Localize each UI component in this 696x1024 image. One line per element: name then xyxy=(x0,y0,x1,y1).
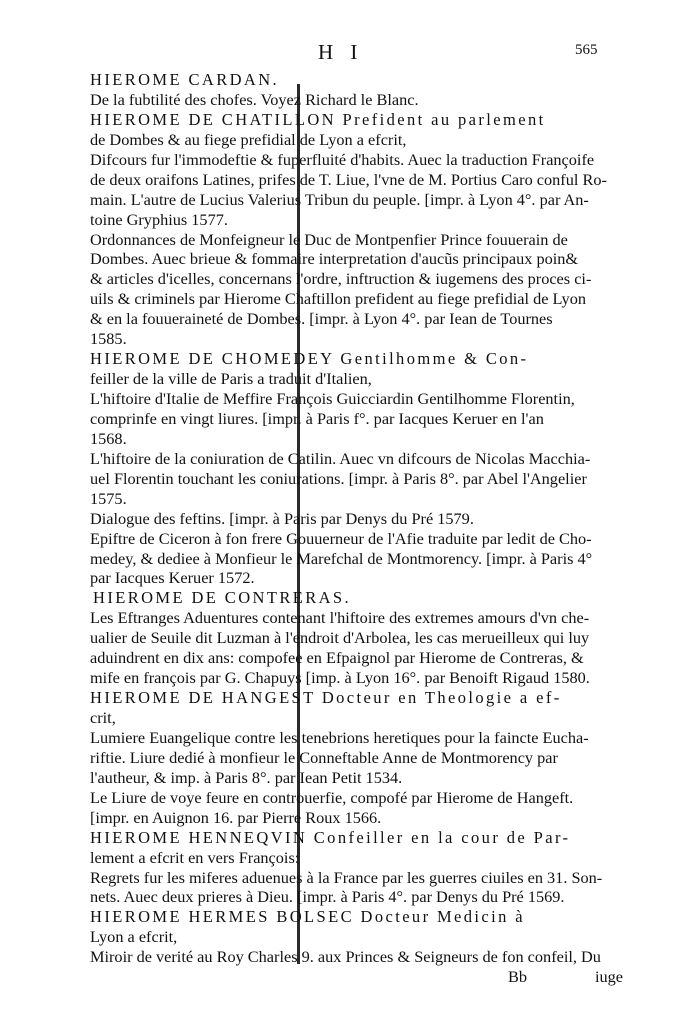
text-line: [impr. en Auignon 16. par Pierre Roux 1566. xyxy=(90,807,382,827)
text-line: & articles d'icelles, concernans l'ordre, inftruction & iugemens des proces ci- xyxy=(90,269,592,289)
text-line: Epiftre de Ciceron à fon frere Gouuerneur de l'Afie traduite par ledit de Cho- xyxy=(90,528,592,548)
text-line: 1585. xyxy=(90,329,127,349)
page-header xyxy=(0,40,696,70)
catchword: iuge xyxy=(595,967,624,987)
text-line: Dialogue des feftins. [impr. à Paris par Denys du Pré 1579. xyxy=(90,508,474,528)
text-line: uel Florentin touchant les coniurations. [impr. à Paris 8°. par Abel l'Angelier xyxy=(90,468,587,488)
text-line: De la fubtilité des chofes. Voyez Richard le Blanc. xyxy=(90,89,419,109)
entry-heading: HIEROME DE CONTRERAS. xyxy=(93,588,352,608)
text-line: & en la fouueraineté de Dombes. [impr. à Lyon 4°. par Iean de Tournes xyxy=(90,309,553,329)
text-line: Regrets fur les miferes aduenues à la France par les guerres ciuiles en 31. Son- xyxy=(90,867,603,887)
text-line: l'autheur, & imp. à Paris 8°. par Iean Petit 1534. xyxy=(90,767,403,787)
text-line: lement a efcrit en vers François: xyxy=(90,847,300,867)
text-line: uils & criminels par Hierome Chaftillon prefident au fiege prefidial de Lyon xyxy=(90,289,586,309)
running-head: H I xyxy=(318,40,364,64)
entry-heading: HIEROME HENNEQVIN Confeiller en la cour de Par- xyxy=(90,827,571,847)
text-line: L'hiftoire de la coniuration de Catilin. Auec vn difcours de Nicolas Macchia- xyxy=(90,448,591,468)
signature-mark: Bb xyxy=(508,967,528,987)
text-line: 1575. xyxy=(90,488,127,508)
text-line: Miroir de verité au Roy Charles 9. aux Princes & Seigneurs de fon confeil, Du xyxy=(90,947,601,967)
text-line: riftie. Liure dedié à monfieur le Conneftable Anne de Montmorency par xyxy=(90,747,558,767)
text-line: 1568. xyxy=(90,428,127,448)
text-line: de deux oraifons Latines, prifes de T. Liue, l'vne de M. Portius Caro conful Ro- xyxy=(90,169,607,189)
entry-heading: HIEROME DE CHOMEDEY Gentilhomme & Con- xyxy=(90,349,529,369)
text-line: mife en françois par G. Chapuys [imp. à Lyon 16°. par Benoift Rigaud 1580. xyxy=(90,668,590,688)
text-line: de Dombes & au fiege prefidial de Lyon a efcrit, xyxy=(90,129,407,149)
text-line: aduindrent en dix ans: compofee en Efpaignol par Hierome de Contreras, & xyxy=(90,648,584,668)
text-line: Lumiere Euangelique contre les tenebrions heretiques pour la faincte Eucha- xyxy=(90,727,589,747)
text-line: Difcours fur l'immodeftie & fuperfluité d'habits. Auec la traduction Françoife xyxy=(90,149,595,169)
text-line: comprinfe en vingt liures. [impr. à Paris f°. par Iacques Keruer en l'an xyxy=(90,408,544,428)
text-line: Les Eftranges Aduentures contenant l'hiftoire des extremes amours d'vn che- xyxy=(90,608,590,628)
text-line: Ordonnances de Monfeigneur le Duc de Montpenfier Prince fouuerain de xyxy=(90,229,568,249)
entry-heading: HIEROME DE HANGEST Docteur en Theologie a ef- xyxy=(90,688,562,708)
text-line: medey, & dediee à Monfieur le Marefchal de Montmorency. [impr. à Paris 4° xyxy=(90,548,593,568)
entry-heading: HIEROME CARDAN. xyxy=(90,70,280,89)
text-line: Le Liure de voye feure en controuerfie, compofé par Hierome de Hangeft. xyxy=(90,787,574,807)
entry-heading: HIEROME HERMES BOLSEC Docteur Medicin à xyxy=(90,907,526,927)
text-line: L'hiftoire d'Italie de Meffire François Guicciardin Gentilhomme Florentin, xyxy=(90,389,575,408)
text-line: ualier de Seuile dit Luzman à l'endroit d'Arbolea, les cas merueilleux qui luy xyxy=(90,628,590,648)
page-number: 565 xyxy=(575,42,598,58)
text-line: toine Gryphius 1577. xyxy=(90,209,228,229)
text-line: Dombes. Auec brieue & fommaire interpretation d'aucũs principaux poin& xyxy=(90,249,579,269)
entry-heading: HIEROME DE CHATILLON Prefident au parlement xyxy=(90,109,546,129)
text-line: Lyon a efcrit, xyxy=(90,927,178,947)
text-line: nets. Auec deux prieres à Dieu. [impr. à Paris 4°. par Denys du Pré 1569. xyxy=(90,887,565,907)
catalog-text xyxy=(90,70,630,987)
text-line: par Iacques Keruer 1572. xyxy=(90,568,255,588)
text-line: main. L'autre de Lucius Valerius Tribun du peuple. [impr. à Lyon 4°. par An- xyxy=(90,189,589,209)
signature-line xyxy=(90,967,630,987)
text-line: crit, xyxy=(90,708,116,727)
text-line: feiller de la ville de Paris a traduit d'Italien, xyxy=(90,369,372,389)
